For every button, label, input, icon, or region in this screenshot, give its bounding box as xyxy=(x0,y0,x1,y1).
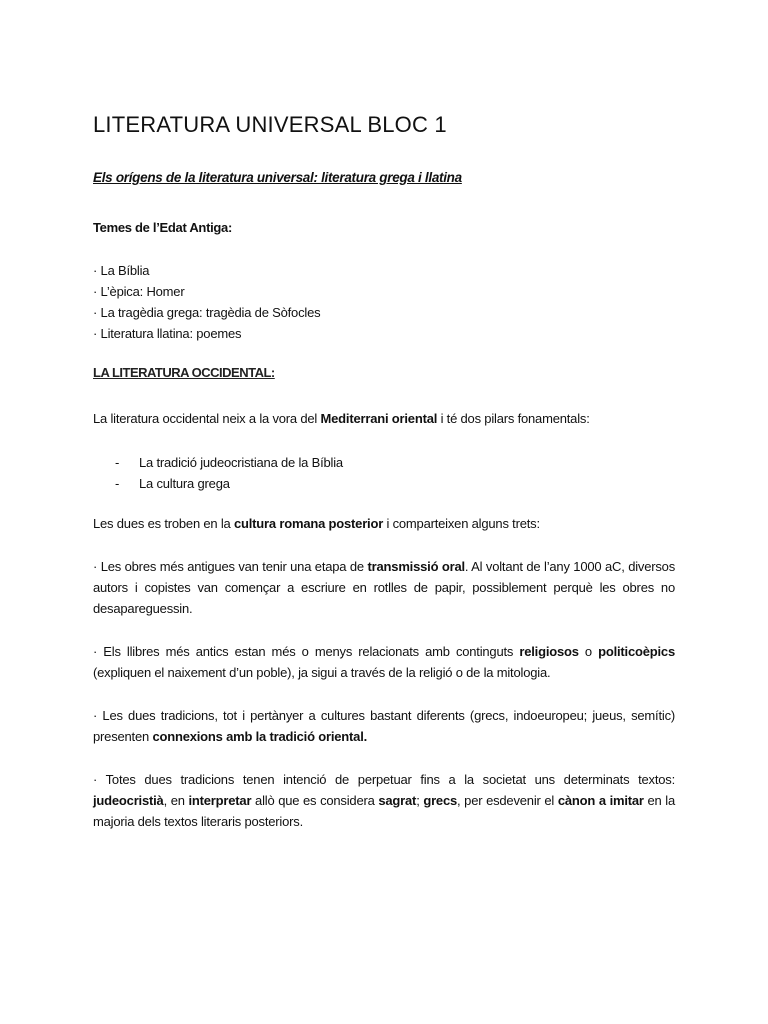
shared-text: Les dues es troben en la xyxy=(93,516,234,531)
trait-text: · Totes dues tradicions tenen intenció de perpetuar fins a la societat uns determinats textos: xyxy=(93,772,675,787)
trait-text: · Els llibres més antics estan més o menys relacionats amb continguts xyxy=(93,644,520,659)
section-heading: LA LITERATURA OCCIDENTAL: xyxy=(93,365,275,380)
list-item xyxy=(115,452,343,473)
trait-bold: grecs xyxy=(423,793,458,808)
trait-text: (expliquen el naixement d’un poble), ja sigui a través de la religió o de la mitologia. xyxy=(93,665,551,680)
trait-bold: connexions amb la tradició oriental. xyxy=(152,729,368,744)
trait-bold: transmissió oral xyxy=(367,559,465,574)
trait-bold: interpretar xyxy=(188,793,252,808)
trait-paragraph-4 xyxy=(93,769,675,832)
trait-bold: sagrat xyxy=(378,793,417,808)
trait-text: · Les dues tradicions, tot i pertànyer a cultures bastant diferents (grecs, indoeuropeu; jueus, semític) presenten xyxy=(93,708,675,744)
trait-text: o xyxy=(578,644,599,659)
dash-bullet: - xyxy=(115,476,120,491)
pillar-text: La cultura grega xyxy=(139,476,230,491)
trait-text: ; xyxy=(416,793,424,808)
shared-text-end: i comparteixen alguns trets: xyxy=(383,516,540,531)
document-title: LITERATURA UNIVERSAL BLOC 1 xyxy=(93,112,447,137)
trait-bold: religiosos xyxy=(519,644,579,659)
list-item xyxy=(115,473,343,494)
dash-bullet: - xyxy=(115,455,120,470)
trait-paragraph-1 xyxy=(93,556,675,619)
pillar-text: La tradició judeocristiana de la Bíblia xyxy=(139,455,343,470)
shared-bold: cultura romana posterior xyxy=(234,516,384,531)
trait-paragraph-2 xyxy=(93,641,675,683)
shared-paragraph xyxy=(93,513,675,534)
trait-paragraph-3 xyxy=(93,705,675,747)
list-item: · L’èpica: Homer xyxy=(93,284,185,299)
intro-text: La literatura occidental neix a la vora del xyxy=(93,411,321,426)
trait-text: en la majoria dels textos literaris posteriors. xyxy=(93,793,676,829)
trait-text: , en xyxy=(163,793,189,808)
trait-text: , per esdevenir el xyxy=(457,793,558,808)
trait-text: · Les obres més antigues van tenir una etapa de xyxy=(93,559,368,574)
list-item: · La tragèdia grega: tragèdia de Sòfocles xyxy=(93,305,321,320)
trait-text: allò que es considera xyxy=(251,793,379,808)
trait-bold: politicoèpics xyxy=(598,644,675,659)
list-item: · Literatura llatina: poemes xyxy=(93,326,242,341)
themes-heading: Temes de l’Edat Antiga: xyxy=(93,220,233,235)
document-subtitle: Els orígens de la literatura universal: literatura grega i llatina xyxy=(93,170,462,185)
intro-text-end: i té dos pilars fonamentals: xyxy=(437,411,590,426)
trait-bold: cànon a imitar xyxy=(557,793,644,808)
list-item: · La Bíblia xyxy=(93,263,150,278)
intro-bold: Mediterrani oriental xyxy=(320,411,438,426)
pillars-list xyxy=(115,452,343,494)
themes-list xyxy=(93,260,320,344)
intro-paragraph xyxy=(93,408,675,429)
trait-bold: judeocristià xyxy=(93,793,164,808)
trait-text: . Al voltant de l’any 1000 aC, diversos autors i copistes van començar a escriure en rotlles de papir, possiblement perquè les obres no desapareguessin. xyxy=(93,559,676,616)
